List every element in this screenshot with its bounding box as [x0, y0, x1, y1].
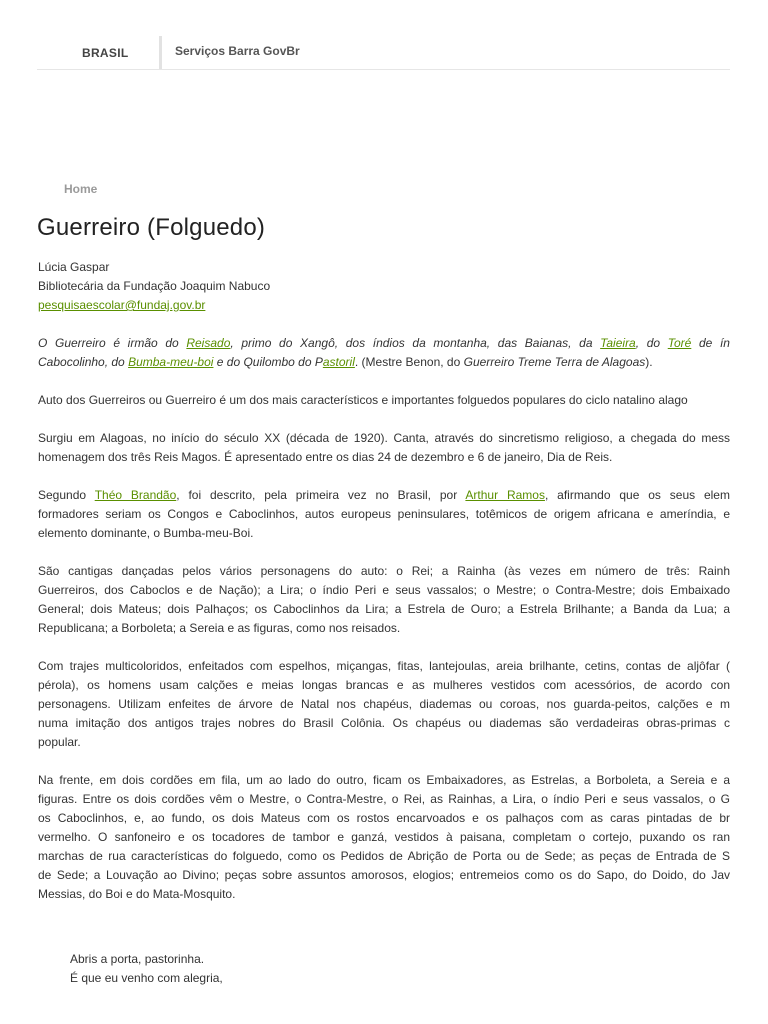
verse-line: É que eu venho com alegria, — [70, 971, 223, 985]
paragraph-2: Auto dos Guerreiros ou Guerreiro é um dos mais característicos e importantes folguedos populares do ciclo natalino alago — [38, 393, 688, 407]
servicos-barra-govbr-link[interactable]: Serviços Barra GovBr — [175, 44, 300, 58]
author-block — [38, 258, 730, 315]
author-name: Lúcia Gaspar — [38, 260, 110, 274]
theo-brandao-link[interactable]: Théo Brandão — [94, 488, 177, 502]
taieira-link[interactable]: Taieira — [600, 336, 636, 350]
paragraph-4: Segundo Théo Brandão, foi descrito, pela primeira vez no Brasil, por Arthur Ramos, afirmando que os seus elem formadores seriam os Congos e Caboclinhos, autos europeus peninsulares, totêmicos de origem africana e ameríndia, e elemento dominante, o Bumba-meu-Boi. — [38, 488, 730, 540]
tore-link[interactable]: Toré — [667, 336, 692, 350]
arthur-ramos-link[interactable]: Arthur Ramos — [465, 488, 545, 502]
paragraph-6: Com trajes multicoloridos, enfeitados com espelhos, miçangas, fitas, lantejoulas, areia brilhante, cetins, contas de aljôfar ( pérola), os homens usam calções e meias longas brancas e as mulheres vestidos com acessórios, de acordo con personagens. Utilizam enfeites de árvore de Natal nos chapéus, diademas ou coroas, nos guarda-peitos, calções e m numa imitação dos antigos trajes nobres do Brasil Colônia. Os chapéus ou diademas são verdadeiras obras-primas c popular. — [38, 659, 730, 749]
bumba-meu-boi-link[interactable]: Bumba-meu-boi — [128, 355, 214, 369]
pastoril-link[interactable]: astoril — [322, 355, 355, 369]
paragraph-1: O Guerreiro é irmão do Reisado, primo do Xangô, dos índios da montanha, das Baianas, da Taieira, do Toré de ín Cabocolinho, do Bumba-meu-boi e do Quilombo do Pastoril. (Mestre Benon, do Guerreiro Treme Terra de Alagoas). — [38, 336, 730, 369]
brasil-link[interactable]: BRASIL — [82, 46, 129, 60]
paragraph-3: Surgiu em Alagoas, no início do século XX (década de 1920). Canta, através do sincretismo religioso, a chegada do mess homenagem dos três Reis Magos. É apresentado entre os dias 24 de dezembro e 6 de janeiro, Dia de Reis. — [38, 431, 730, 464]
verse-block — [70, 950, 223, 988]
paragraph-5: São cantigas dançadas pelos vários personagens do auto: o Rei; a Rainha (às vezes em número de três: Rainh Guerreiros, dos Caboclos e de Nação); a Lira; o índio Peri e seus vassalos; o Mestre; o Contra-Mestre; dois Embaixado General; dois Mateus; dois Palhaços; os Caboclinhos da Lira; a Estrela de Ouro; a Estrela Brilhante; a Banda da Lua; a Republicana; a Borboleta; a Sereia e as figuras, como nos reisados. — [38, 564, 730, 635]
p1-text: O Guerreiro é irmão do Reisado, primo do Xangô, dos índios da montanha, das Baianas, da Taieira, do Toré de ín — [38, 336, 730, 350]
gov-bar-divider — [159, 36, 162, 69]
page-title: Guerreiro (Folguedo) — [37, 214, 266, 241]
author-email-link[interactable]: pesquisaescolar@fundaj.gov.br — [38, 298, 206, 312]
article-body — [38, 258, 730, 923]
paragraph-7: Na frente, em dois cordões em fila, um ao lado do outro, ficam os Embaixadores, as Estrelas, a Borboleta, a Sereia e a figuras. Entre os dois cordões vêm o Mestre, o Contra-Mestre, o Rei, as Rainhas, a Lira, o índio Peri e seus vassalos, o G os Caboclinhos, e, ao fundo, os dois Mateus com os rostos encarvoados e os palhaços com as caras pintadas de br vermelho. O sanfoneiro e os tocadores de tambor e ganzá, vestidos à paisana, completam o cortejo, puxando os ran marchas de rua características do folguedo, como os Pedidos de Abrição de Porta ou de Sede; as peças de Entrada de S de Sede; a Louvação ao Divino; peças sobre assuntos amorosos, elogios; entremeios como os do Sapo, do Doido, do Jav Messias, do Boi e do Mata-Mosquito. — [38, 773, 730, 901]
verse-line: Abris a porta, pastorinha. — [70, 952, 205, 966]
reisado-link[interactable]: Reisado — [186, 336, 231, 350]
breadcrumb-home[interactable]: Home — [64, 182, 98, 196]
author-role: Bibliotecária da Fundação Joaquim Nabuco — [38, 279, 271, 293]
gov-bar — [37, 36, 730, 70]
